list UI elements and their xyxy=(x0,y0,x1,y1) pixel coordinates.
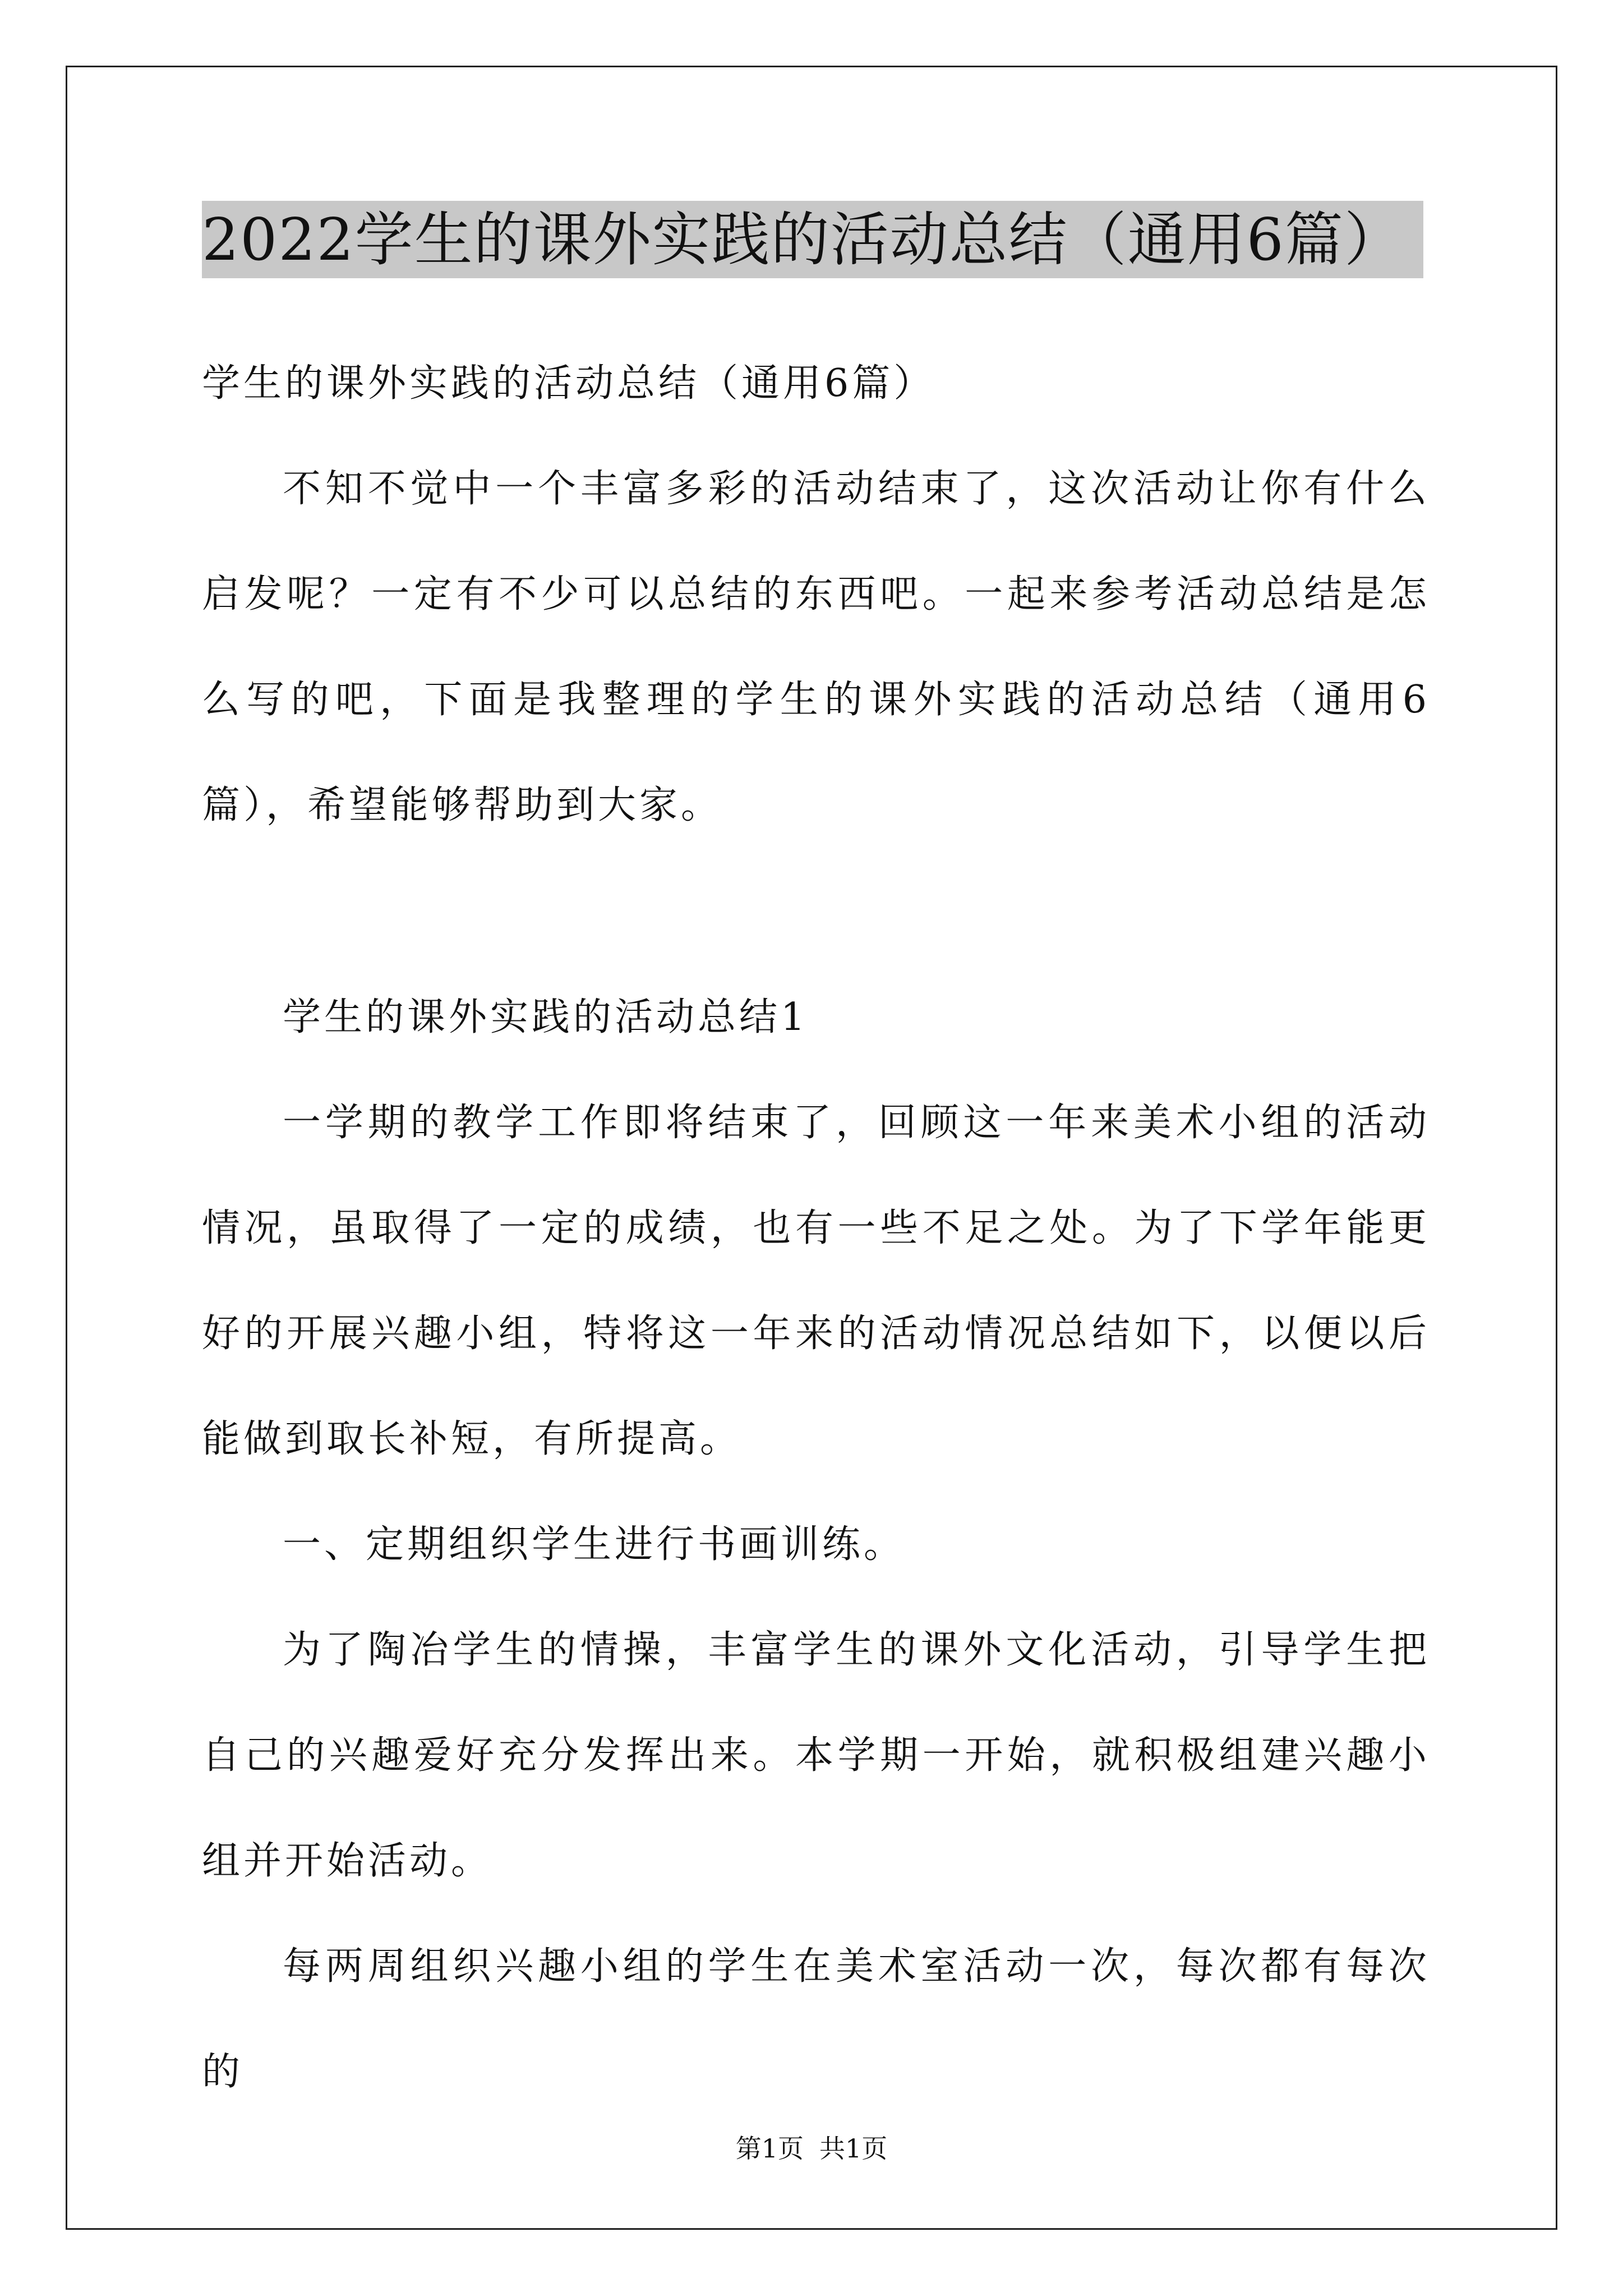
document-title: 2022学生的课外实践的活动总结（通用6篇） xyxy=(202,205,1404,274)
section-heading-1: 学生的课外实践的活动总结1 xyxy=(283,995,809,1039)
page-number: 第1页 xyxy=(735,2133,804,2164)
paragraph-2: 一、定期组织学生进行书画训练。 xyxy=(283,1522,906,1567)
title-highlight xyxy=(202,201,1423,278)
document-subtitle: 学生的课外实践的活动总结（通用6篇） xyxy=(202,361,935,406)
paragraph-1: 一学期的教学工作即将结束了，回顾这一年来美术小组的活动情况，虽取得了一定的成绩，也有一些不足之处。为了下学年能更好的开展兴趣小组，特将这一年来的活动情况总结如下，以便以后能做到取长补短，有所提高。 xyxy=(202,1101,1430,1461)
paragraph-3: 为了陶冶学生的情操，丰富学生的课外文化活动，引导学生把自己的兴趣爱好充分发挥出来。本学期一开始，就积极组建兴趣小组并开始活动。 xyxy=(202,1628,1430,1883)
paragraph-4: 每两周组织兴趣小组的学生在美术室活动一次，每次都有每次的 xyxy=(202,1944,1430,2094)
page-footer xyxy=(0,2132,1623,2165)
paragraph-intro: 不知不觉中一个丰富多彩的活动结束了，这次活动让你有什么启发呢？一定有不少可以总结的东西吧。一起来参考活动总结是怎么写的吧，下面是我整理的学生的课外实践的活动总结（通用6篇），希望能够帮助到大家。 xyxy=(202,467,1430,827)
page-total: 共1页 xyxy=(819,2133,888,2164)
